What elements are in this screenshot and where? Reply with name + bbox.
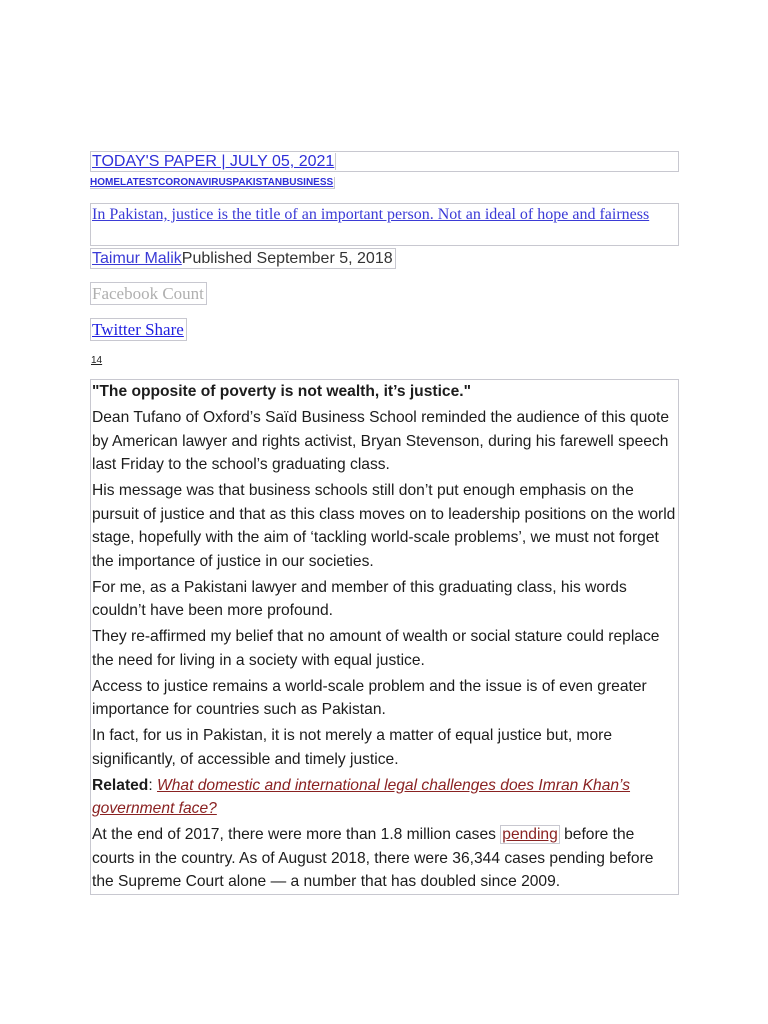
author-link[interactable]: Taimur Malik [92, 250, 182, 267]
article-headline[interactable] [90, 203, 679, 246]
todays-paper-link[interactable] [90, 151, 679, 172]
twitter-share-label: Twitter Share [92, 320, 184, 339]
paragraph-7 [92, 823, 678, 894]
nav-item-coronavirus[interactable]: CORONAVIRUS [158, 177, 233, 188]
comment-count-link[interactable] [90, 354, 102, 369]
related-label: Related [92, 776, 149, 794]
related-paragraph [92, 774, 678, 821]
paragraph-2: His message was that business schools still don’t put enough emphasis on the pursuit of justice and that as this class moves on to leadership positions on the world stage, hopefully with the aim of ‘tackling world-scale problems’, we must not forget the importance of justice in our societies. [92, 482, 676, 570]
related-separator: : [148, 776, 158, 794]
nav-item-latest[interactable]: LATEST [120, 177, 159, 188]
related-article-link[interactable]: What domestic and international legal challenges does Imran Khan’s government face? [92, 776, 631, 817]
paragraph-3: For me, as a Pakistani lawyer and member of this graduating class, his words couldn’t have been more profound. [92, 578, 627, 619]
article-body [90, 379, 679, 895]
nav-item-pakistan[interactable]: PAKISTAN [232, 177, 283, 188]
paragraph-6: In fact, for us in Pakistan, it is not merely a matter of equal justice but, more significantly, of accessible and timely justice. [92, 727, 613, 768]
nav-bar [90, 177, 335, 189]
facebook-count-label: Facebook Count [92, 284, 204, 303]
twitter-share-button[interactable] [90, 318, 187, 341]
pending-link[interactable]: pending [502, 826, 558, 843]
published-date: Published September 5, 2018 [181, 250, 393, 267]
main-nav [90, 176, 335, 191]
comment-count: 14 [91, 355, 103, 366]
nav-item-home[interactable]: HOME [90, 177, 120, 188]
paragraph-1: Dean Tufano of Oxford’s Saïd Business School reminded the audience of this quote by American lawyer and rights activist, Bryan Stevenson, during his farewell speech last Friday to the school’s graduating class. [92, 409, 670, 473]
todays-paper-label: TODAY'S PAPER | JULY 05, 2021 [92, 153, 335, 170]
paragraph-7-end: before the courts in the country. As of August 2018, there were 36,344 cases pending before the Supreme Court alone — a number that has doubled since 2009. [92, 826, 654, 890]
nav-item-business[interactable]: BUSINESS [282, 177, 334, 188]
paragraph-5: Access to justice remains a world-scale problem and the issue is of even greater importance for countries such as Pakistan. [92, 677, 647, 718]
headline-text: In Pakistan, justice is the title of an important person. Not an ideal of hope and fairness [92, 206, 650, 223]
pull-quote: "The opposite of poverty is not wealth, it’s justice." [92, 383, 471, 400]
byline [90, 248, 396, 269]
paragraph-4: They re-affirmed my belief that no amount of wealth or social stature could replace the need for living in a society with equal justice. [92, 628, 660, 669]
paragraph-7-start: At the end of 2017, there were more than 1.8 million cases [92, 826, 501, 843]
facebook-count[interactable] [90, 282, 207, 305]
